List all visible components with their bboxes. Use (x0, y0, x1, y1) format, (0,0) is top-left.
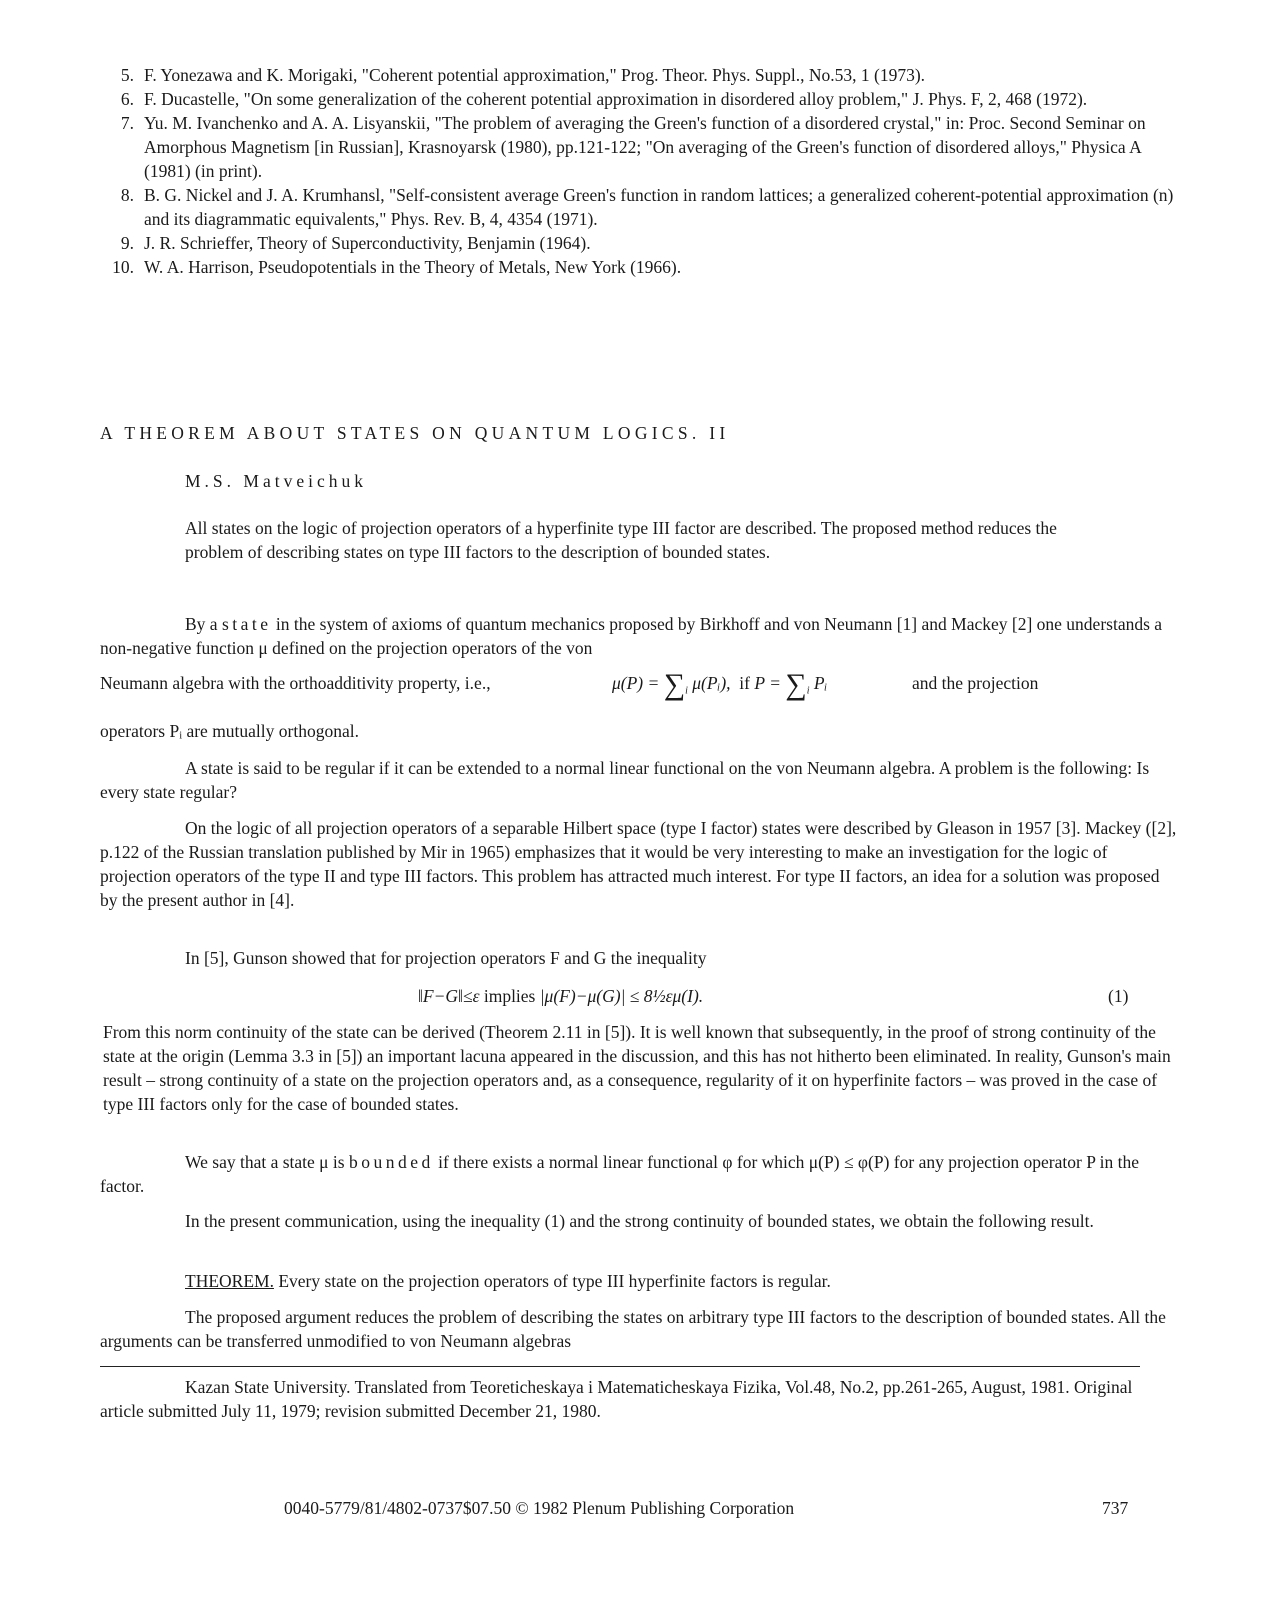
article-author: M.S. Matveichuk (185, 471, 368, 491)
paragraph-text: if there exists a normal linear functional φ for which μ(P) ≤ φ(P) for any projection operator P in the factor. (100, 1152, 1140, 1196)
summation-index: i (806, 685, 810, 697)
emphasized-term-bounded: bounded (348, 1152, 434, 1172)
reference-number: 10. (112, 257, 134, 277)
orthoadditivity-line (100, 668, 1180, 711)
paragraph-text: We say that a state μ is (185, 1152, 349, 1172)
reference-number: 7. (120, 113, 134, 133)
reference-item (100, 231, 1180, 255)
formula-lead-text: Neumann algebra with the orthoadditivity property, i.e., (100, 673, 491, 693)
equation-number: (1) (1108, 986, 1129, 1006)
reference-number: 5. (120, 65, 134, 85)
summation-index: i (685, 685, 688, 697)
reference-number: 6. (120, 89, 134, 109)
orthoadditivity-formula (612, 668, 828, 704)
reference-item (100, 183, 1180, 231)
reference-item (100, 87, 1180, 111)
equation-lhs: ‖F−G‖≤ε (418, 986, 480, 1006)
reference-item (100, 63, 1180, 87)
paragraph-text: in the system of axioms of quantum mechanics proposed by Birkhoff and von Neumann [1] and Mackey [2] one understands a non-negative function μ defined on the projection operators of the von (100, 614, 1163, 658)
reference-text: Yu. M. Ivanchenko and A. A. Lisyanskii, "The problem of averaging the Green's function of a disordered crystal," in: Proc. Second Seminar on Amorphous Magnetism [in Russian], Krasnoyarsk (1980), pp.121-122; "On averaging of the Green's function of disordered alloys," Physica A (1981) (in print). (144, 113, 1146, 181)
theorem-label: THEOREM. (185, 1271, 274, 1291)
reference-text: J. R. Schrieffer, Theory of Superconductivity, Benjamin (1964). (144, 233, 591, 253)
paragraph-gunson: In [5], Gunson showed that for projection operators F and G the inequality (185, 948, 707, 968)
paragraph-argument: The proposed argument reduces the problem of describing the states on arbitrary type III factors to the description of bounded states. All the arguments can be transferred unmodified to von Neumann algebras (100, 1307, 1166, 1351)
article-abstract: All states on the logic of projection operators of a hyperfinite type III factor are described. The proposed method reduces the problem of describing states on type III factors to the description of bounded states. (185, 518, 1057, 562)
paragraph-gleason: On the logic of all projection operators of a separable Hilbert space (type I factor) states were described by Gleason in 1957 [3]. Mackey ([2], p.122 of the Russian translation published by Mir in 1965) emphasizes that it would be very interesting to make an investigation for the logic of projection operators of the type II and type III factors. This problem has attracted much interest. For type II factors, an idea for a solution was proposed by the present author in [4]. (100, 818, 1177, 910)
paragraph-bounded (100, 1150, 1180, 1198)
formula-if: if (739, 673, 750, 693)
formula-lhs: μ(P) = (612, 673, 660, 693)
article-title: A THEOREM ABOUT STATES ON QUANTUM LOGICS. II (100, 423, 730, 443)
reference-item (100, 255, 1180, 279)
reference-text: W. A. Harrison, Pseudopotentials in the Theory of Metals, New York (1966). (144, 257, 682, 277)
paragraph-state-definition (100, 612, 1180, 660)
reference-text: B. G. Nickel and J. A. Krumhansl, "Self-consistent average Green's function in random lattices; a generalized coherent-potential approximation (n) and its diagrammatic equivalents," Phys. Rev. B, 4, 4354 (1971). (144, 185, 1174, 229)
theorem-statement (185, 1269, 831, 1293)
reference-list (100, 63, 1180, 279)
footnote-divider (100, 1366, 1140, 1367)
equation-1 (418, 984, 703, 1008)
reference-number: 8. (120, 185, 134, 205)
reference-item (100, 111, 1180, 183)
formula-rhs-lhs: P = (754, 673, 781, 693)
formula-term: μ(Pᵢ), (692, 673, 731, 693)
footnote: Kazan State University. Translated from Teoreticheskaya i Matematicheskaya Fizika, Vol.48, No.2, pp.261-265, August, 1981. Original article submitted July 11, 1979; revision submitted December 21, 1980. (100, 1377, 1133, 1421)
paragraph-continuity: From this norm continuity of the state can be derived (Theorem 2.11 in [5]). It is well known that subsequently, in the proof of strong continuity of the state at the origin (Lemma 3.3 in [5]) an important lacuna appeared in the discussion, and this has not hitherto been eliminated. In reality, Gunson's main result – strong continuity of a state on the projection operators and, as a consequence, regularity of it on hyperfinite factors – was proved in the case of type III factors only for the case of bounded states. (103, 1022, 1171, 1114)
summation-symbol: ∑ (785, 668, 807, 701)
summation-symbol: ∑ (663, 668, 686, 701)
paragraph-regular: A state is said to be regular if it can be extended to a normal linear functional on the von Neumann algebra. A problem is the following: Is every state regular? (100, 758, 1150, 802)
paragraph-text: By a (185, 614, 222, 634)
equation-word: implies (483, 986, 536, 1006)
paragraph-communication: In the present communication, using the inequality (1) and the strong continuity of bounded states, we obtain the following result. (185, 1211, 1094, 1231)
operators-line: operators Pᵢ are mutually orthogonal. (100, 721, 359, 741)
publisher-footer: 0040-5779/81/4802-0737$07.50 © 1982 Plenum Publishing Corporation (284, 1498, 795, 1518)
formula-tail-text: and the projection (912, 673, 1039, 693)
page-number: 737 (1102, 1498, 1129, 1518)
reference-text: F. Ducastelle, "On some generalization of the coherent potential approximation in disordered alloy problem," J. Phys. F, 2, 468 (1972). (144, 89, 1088, 109)
formula-rhs-term: Pᵢ (813, 673, 828, 693)
emphasized-term-state: state (221, 614, 272, 634)
reference-number: 9. (120, 233, 134, 253)
theorem-text: Every state on the projection operators of type III hyperfinite factors is regular. (278, 1271, 831, 1291)
equation-rhs: |μ(F)−μ(G)| ≤ 8½εμ(I). (539, 986, 704, 1006)
reference-text: F. Yonezawa and K. Morigaki, "Coherent potential approximation," Prog. Theor. Phys. Suppl., No.53, 1 (1973). (144, 65, 926, 85)
